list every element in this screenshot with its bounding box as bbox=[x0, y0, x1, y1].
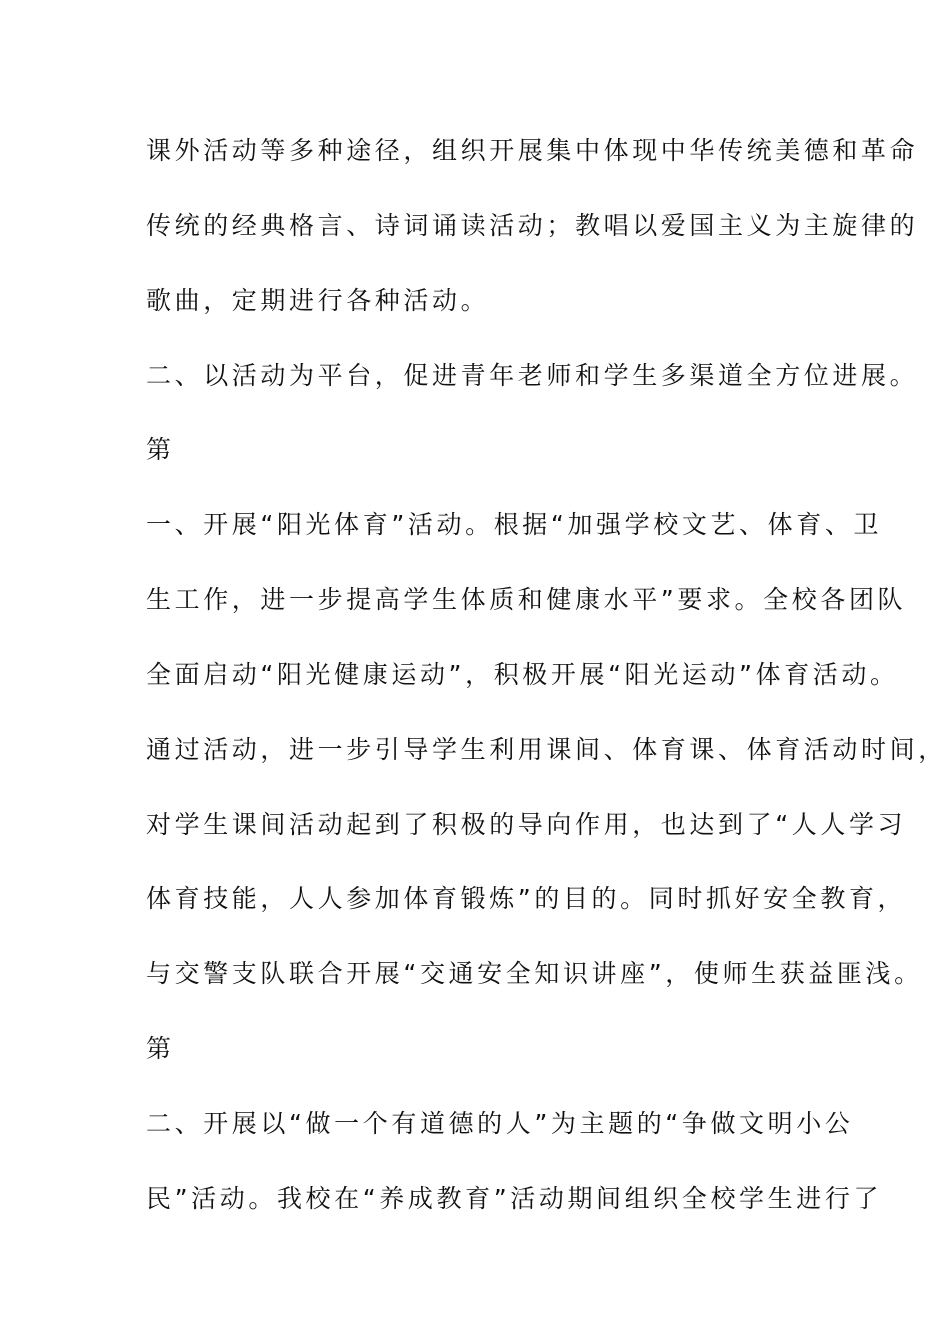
text-line: 第 bbox=[146, 435, 172, 464]
text-line: 二、以活动为平台，促进青年老师和学生多渠道全方位进展。 bbox=[146, 361, 919, 390]
text-line: 二、开展以“做一个有道德的人”为主题的“争做文明小公 bbox=[146, 1109, 854, 1138]
text-line: 一、开展“阳光体育”活动。根据“加强学校文艺、体育、卫 bbox=[146, 510, 883, 539]
text-line: 全面启动“阳光健康运动”，积极开展“阳光运动”体育活动。 bbox=[146, 660, 899, 689]
text-line: 与交警支队联合开展“交通安全知识讲座”，使师生获益匪浅。 bbox=[146, 959, 923, 988]
text-line: 体育技能，人人参加体育锻炼”的目的。同时抓好安全教育， bbox=[146, 884, 907, 913]
text-line: 民”活动。我校在“养成教育”活动期间组织全校学生进行了 bbox=[146, 1184, 883, 1213]
text-line: 第 bbox=[146, 1034, 172, 1063]
text-line: 通过活动，进一步引导学生利用课间、体育课、体育活动时间， bbox=[146, 735, 947, 764]
text-line: 歌曲，定期进行各种活动。 bbox=[146, 286, 490, 315]
text-line: 课外活动等多种途径，组织开展集中体现中华传统美德和革命 bbox=[146, 136, 919, 165]
text-line: 传统的经典格言、诗词诵读活动；教唱以爱国主义为主旋律的 bbox=[146, 211, 919, 240]
text-line: 对学生课间活动起到了积极的导向作用，也达到了“人人学习 bbox=[146, 810, 907, 839]
text-line: 生工作，进一步提高学生体质和健康水平”要求。全校各团队 bbox=[146, 585, 907, 614]
